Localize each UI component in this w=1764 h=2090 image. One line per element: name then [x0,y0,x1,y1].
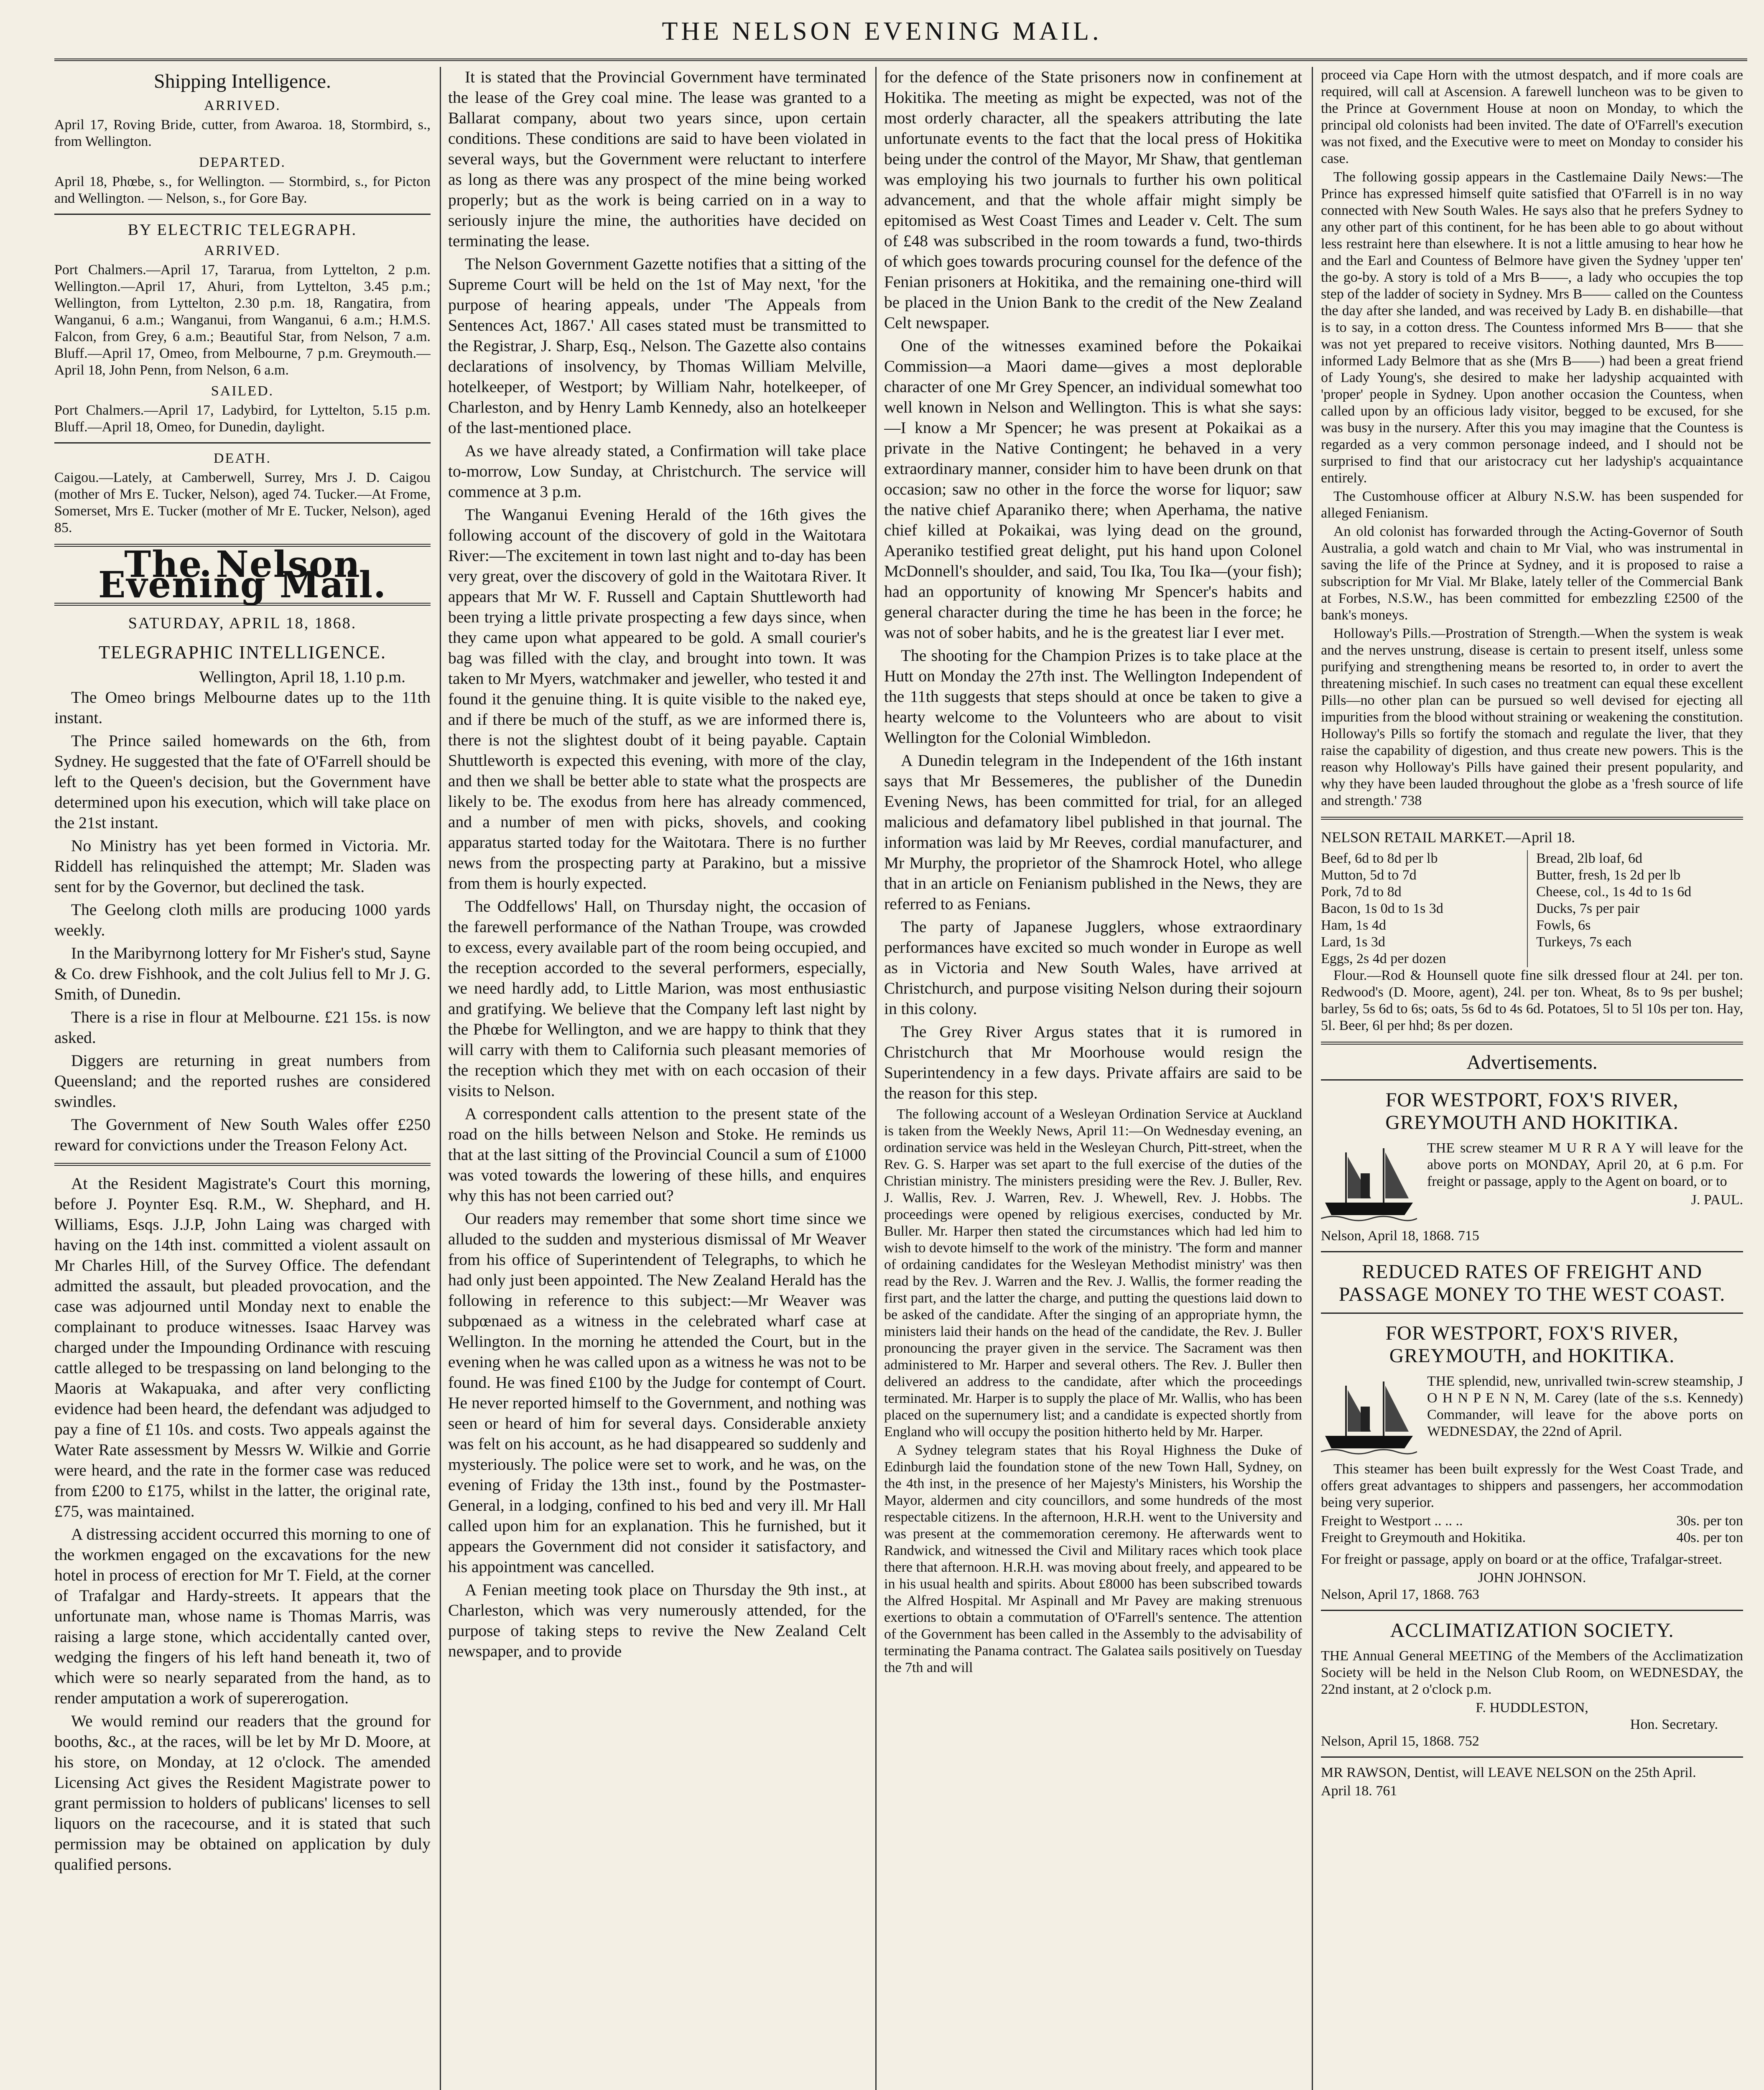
article-paragraph: The Geelong cloth mills are producing 1000 yards weekly. [54,900,431,939]
divider [1321,1251,1743,1252]
column-1 [54,67,431,2090]
market-item: Lard, 1s 3d [1321,934,1528,951]
column-4 [1321,67,1743,2090]
market-item: Butter, fresh, 1s 2d per lb [1536,867,1681,883]
column-divider [875,67,877,2090]
market-text: Flour.—Rod & Hounsell quote fine silk dressed flour at 24l. per ton. Redwood's (D. Moore, agent), 24l. per ton. Wheat, 8s to 9s per bushel; barley, 5s 6d to 6s; oats, 5s 6d to 4s 6d. Potatoes, 5l to 5l 10s per ton. Hay, 5l. Beer, 6l per hhd; 8s per dozen. [1321,968,1743,1033]
telegraph-dateline: Wellington, April 18, 1.10 p.m. [199,668,405,686]
fare-value: 40s. per ton [1676,1530,1743,1545]
death-text: Caigou.—Lately, at Camberwell, Surrey, Mrs J. D. Caigou (mother of Mrs E. Tucker, Nelson), aged 74. Tucker.—At Frome, Somerset, Mrs E. Tucker (mother of Mr E. Tucker, Nelson), aged 85. [54,470,431,535]
market-item: Ham, 1s 4d [1321,917,1528,934]
market-heading: NELSON RETAIL MARKET.—April 18. [1321,829,1575,846]
article-paragraph: A Fenian meeting took place on Thursday the 9th inst., at Charleston, which was very numerously attended, for the purpose of taking steps to revive the New Zealand Celt newspaper, and to provide [448,1580,866,1660]
ad-date: April 18. 761 [1321,1783,1397,1799]
ad-body: THE splendid, new, unrivalled twin-screw steamship, J O H N P E N N, M. Carey (late of the s.s. Kennedy) Commander, will leave for the above ports on WEDNESDAY, the 22nd of April. [1427,1374,1743,1439]
market-item: Ducks, 7s per pair [1536,901,1640,916]
advertisement-dentist [1321,1764,1743,1799]
divider [1321,817,1743,820]
fare-row [1321,1513,1743,1529]
sailed-label: SAILED. [211,383,274,399]
column-3 [884,67,1302,2090]
ad-heading: REDUCED RATES OF FREIGHT AND PASSAGE MONEY TO THE WEST COAST. [1338,1261,1726,1305]
small-print-section [1321,67,1743,809]
article-paragraph: At the Resident Magistrate's Court this morning, before J. Poynter Esq. R.M., W. Shephard, and H. Williams, Esqs. J.J.P, John Laing was charged with having on the 14th inst. committed a violent assault on Mr Charles Hill, of the Survey Office. The defendant admitted the assault, but pleaded provocation, and the case was adjourned until Monday next to enable the complainant to produce witnesses. Isaac Harvey was charged under the Impounding Ordinance with rescuing cattle alleged to be trespassing on land belonging to the Maoris at Wakapuaka, and after very conflicting evidence had been heard, the defendant was adjudged to pay a fine of £1 10s. and costs. Two appeals against the Water Rate assessment by Messrs W. Wilkie and Gorrie were heard, and the rate in the former case was reduced from £200 to £175, whilst in the latter, the original rate, £75, was maintained. [54,1174,431,1520]
ad-body: MR RAWSON, Dentist, will LEAVE NELSON on the 25th April. [1321,1765,1696,1780]
fare-label: Freight to Greymouth and Hokitika. [1321,1530,1526,1545]
ad-date: Nelson, April 17, 1868. 763 [1321,1587,1479,1602]
market-item: Bread, 2lb loaf, 6d [1536,851,1642,866]
article-paragraph: The Customhouse officer at Albury N.S.W. has been suspended for alleged Fenianism. [1321,489,1743,521]
ad-body: THE Annual General MEETING of the Members of the Acclimatization Society will be held in the Nelson Club Room, on WEDNESDAY, the 22nd instant, at 2 o'clock p.m. [1321,1648,1743,1697]
divider [1321,1313,1743,1314]
ad-body: For freight or passage, apply on board or at the office, Trafalgar-street. [1321,1552,1722,1567]
market-item: Pork, 7d to 8d [1321,884,1528,900]
article-paragraph: The shooting for the Champion Prizes is to take place at the Hutt on Monday the 27th inst. The Wellington Independent of the 11th suggests that steps should at once be taken to give a hearty welcome to the Volunteers who are about to visit Wellington for the Colonial Wimbledon. [884,646,1302,747]
article-paragraph: One of the witnesses examined before the Pokaikai Commission—a Maori dame—gives a most deplorable character of one Mr Grey Spencer, an individual somewhat too well known in Nelson and Wellington. This is what she says:—I know a Mr Spencer; he was present at Pokaikai as a private in the Native Contingent; he behaved in a very extraordinary manner, consider him to have been drunk on that occasion; saw no other in the force the worse for liquor; saw the native chief Aparaniko there; when Aperhama, the native chief killed at Pokaikai, was lying dead on the ground, Aperaniko testified great delight, put his hand upon Colonel McDonnell's shoulder, and said, Tou Ika, Tou Ika—(your fish); had an opportunity of knowing Mr Spencer's habits and general character during the time he has been in the force; he was not of sober habits, and he is the greatest liar I ever met. [884,336,1302,642]
market-item: Beef, 6d to 8d per lb [1321,850,1528,867]
article-paragraph: A distressing accident occurred this morning to one of the workmen engaged on the excavations for the new hotel in process of erection for Mr T. Field, at the corner of Trafalgar and Hardy-streets. It appears that the unfortunate man, whose name is Thomas Marris, was raising a large stone, which accidentally canted over, wedging the fingers of his left hand beneath it, two of which were so nearly separated from the hand, as to render amputation a work of supererogation. [54,1525,431,1707]
header-rule [54,59,1747,61]
article-paragraph: It is stated that the Provincial Government have terminated the lease of the Grey coal mine. The lease was granted to a Ballarat company, about two years since, upon certain conditions. These conditions are said to have been violated in several ways, but the Government were reluctant to interfere as long as there was any prospect of the mine being worked properly; but as the work is being carried on in a way to seriously injure the mine, the authorities have decided on terminating the lease. [448,68,866,250]
telegraphic-heading: TELEGRAPHIC INTELLIGENCE. [99,642,386,663]
divider [1321,1756,1743,1758]
ad-date: Nelson, April 15, 1868. 752 [1321,1733,1479,1749]
divider [54,442,431,443]
market-table [1321,850,1743,967]
article-paragraph: The Prince sailed homewards on the 6th, from Sydney. He suggested that the fate of O'Farrell should be left to the Queen's decision, but the Government have determined upon his execution, which will take place on the 21st instant. [54,732,431,832]
arrived2-text: Port Chalmers.—April 17, Tararua, from Lyttelton, 2 p.m. Wellington.—April 17, Ahuri, from Lyttelton, 3.45 p.m.; Wellington, from Lyttelton, 2.30 p.m. 18, Rangatira, from Wanganui, 6 a.m.; Wanganui, from Wanganui, 6 a.m.; H.M.S. Falcon, from Grey, 6 a.m.; Beautiful Star, from Nelson, 7 a.m. Bluff.—April 17, Omeo, from Melbourne, 7 p.m. Greymouth.—April 18, John Penn, from Nelson, 6 a.m. [54,262,431,378]
ad-signature: F. HUDDLESTON, [1476,1700,1588,1715]
ad-body: This steamer has been built expressly for the West Coast Trade, and offers great advantages to shippers and passengers, her accommodation being very superior. [1321,1461,1743,1510]
column-divider [1312,67,1313,2090]
article-paragraph: A Dunedin telegram in the Independent of the 16th instant says that Mr Bessemeres, the publisher of the Dunedin Evening News, has been committed for trial, for an alleged malicious and defamatory libel published in that journal. The information was laid by Mr Reeves, cordial manufacturer, and Mr Murphy, the proprietor of the Shamrock Hotel, who allege that in an article on Fenianism published in the News, they are referred to as Fenians. [884,751,1302,913]
article-paragraph: for the defence of the State prisoners now in confinement at Hokitika. The meeting as might be expected, was not of the most orderly character, all the speakers attributing the late unfortunate events to the fact that the local press of Hokitika being under the control of the Mayor, Mr Shaw, that gentleman was employing his two journals to further his own political advancement, and that the whole affair might simply be epitomised as West Coast Times and Leader v. Celt. The sum of £48 was subscribed in the room towards a fund, two-thirds of which goes towards procuring counsel for the defence of the Fenian prisoners at Hokitika, and the remaining one-third will be placed in the Union Bank to the credit of the New Zealand Celt newspaper. [884,68,1302,332]
market-item: Cheese, col., 1s 4d to 1s 6d [1536,884,1692,900]
telegraph-label: BY ELECTRIC TELEGRAPH. [127,221,357,239]
article-paragraph: The Grey River Argus states that it is rumored in Christchurch that Mr Moorhouse would resign the Superintendency in a few days. Private affairs are said to be the reason for this step. [884,1022,1302,1102]
shipping-section [54,97,431,536]
arrived-text: April 17, Roving Bride, cutter, from Awaroa. 18, Stormbird, s., from Wellington. [54,117,431,149]
article-paragraph: An old colonist has forwarded through the Acting-Governor of South Australia, a gold watch and chain to Mr Vial, who was instrumental in saving the life of the Prince at Sydney, and it is proposed to raise a subscription for Mr Vial. Mr Blake, lately teller of the Commercial Bank at Forbes, N.S.W., has been committed for embezzling £2500 of the bank's moneys. [1321,524,1743,623]
article-paragraph: A Sydney telegram states that his Royal Highness the Duke of Edinburgh laid the foundation stone of the new Town Hall, Sydney, on the 4th inst, in the presence of her Majesty's Ministers, his Worship the Mayor, aldermen and city councillors, and some hundreds of the most respectable citizens. In the afternoon, H.R.H. went to the University and was present at the commemoration ceremony. He afterwards went to Randwick, and witnessed the Civil and Military races which took place there that afternoon. H.R.H. was moving about freely, and appeared to be in his usual health and spirits. About £8000 has been subscribed towards the Alfred Hospital. Mr Aspinall and Mr Pavey are making strenuous exertions to obtain a commutation of O'Farrell's sentence. The attention of the Government has been called in the Assembly to the advisability of terminating the Panama contract. The Galatea sails positively on Tuesday the 7th and will [884,1443,1302,1675]
article-paragraph: proceed via Cape Horn with the utmost despatch, and if more coals are required, will call at Ascension. A farewell luncheon was to be given to the Prince at Government House at noon on Monday, to which the principal old colonists had been invited. The date of O'Farrell's execution was not fixed, and the Executive were to meet on Monday to consider his case. [1321,67,1743,166]
divider [1321,1079,1743,1081]
advertisement-acclimatization [1321,1619,1743,1750]
issue-date: SATURDAY, APRIL 18, 1868. [128,614,357,632]
advertisement-john-penn [1321,1261,1743,1603]
divider [54,1163,431,1166]
article-paragraph: A correspondent calls attention to the present state of the road on the hills between Nelson and Stoke. He reminds us that at the last sitting of the Provincial Council a sum of £1000 was voted towards the lowering of these hills, and enquires why this has not been carried out? [448,1104,866,1205]
departed-text: April 18, Phœbe, s., for Wellington. — Stormbird, s., for Picton and Wellington. — Nelson, s., for Gore Bay. [54,174,431,206]
article-paragraph: Our readers may remember that some short time since we alluded to the sudden and mysterious dismissal of Mr Weaver from his office of Superintendent of Telegraphs, to which he had only just been appointed. The New Zealand Herald has the following in reference to this subject:—Mr Weaver was subpœnaed as a witness in the celebrated wharf case at Wellington. In the morning he attended the Court, but in the evening when he was called upon as a witness he was not to be found. He was fined £100 by the Judge for contempt of Court. He never reported himself to the Government, and nothing was seen or heard of him for several days. Considerable anxiety was felt on his account, as he had disappeared so suddenly and mysteriously. The police were set to work, and he was, on the evening of Friday the 13th inst., found by the Postmaster-General, in a lodging, confined to his bed and very ill. Mr Hall called upon him for an explanation. This he furnished, but it appears the Government did not consider it satisfactory, and his appointment was cancelled. [448,1209,866,1576]
article-paragraph: The Government of New South Wales offer £250 reward for convictions under the Treason Felony Act. [54,1115,431,1154]
ad-date: Nelson, April 18, 1868. 715 [1321,1228,1479,1244]
ad-signature-title: Hon. Secretary. [1630,1717,1718,1732]
article-paragraph: No Ministry has yet been formed in Victoria. Mr. Riddell has relinquished the attempt; Mr. Sladen was sent for by the Governor, but declined the task. [54,836,431,896]
market-item: Bacon, 1s 0d to 1s 3d [1321,900,1528,917]
ad-heading: ACCLIMATIZATION SOCIETY. [1390,1619,1674,1641]
arrived-label: ARRIVED. [204,98,281,113]
advertisement-murray [1321,1089,1743,1244]
arrived2-label: ARRIVED. [204,243,281,258]
article-paragraph: The Oddfellows' Hall, on Thursday night, the occasion of the farewell performance of the Nathan Troupe, was crowded to excess, every available part of the room being occupied, and the reception accorded to the several performers, especially, we need hardly add, to Little Marion, was most enthusiastic and gratifying. We believe that the Company left last night by the Phœbe for Wellington, and we are happy to think that they will carry with them to California such pleasant memories of the reception which they met with on each occasion of their visits to Nelson. [448,897,866,1100]
market-item: Eggs, 2s 4d per dozen [1321,951,1528,967]
article-paragraph: Holloway's Pills.—Prostration of Strength.—When the system is weak and the nerves unstrung, disease is certain to present itself, unless some purifying and strengthening means be resorted to, in order to avert the threatening mischief. In such cases no treatment can equal these excellent Pills—no other plan can be pursued so well devised for ejecting all impurities from the blood without straining or weakening the constitution. Holloway's Pills so fortify the stomach and regulate the liver, that they raise the capability of digestion, and thus create new powers. This is the reason why Holloway's Pills have gained their present popularity, and why they have been lauded throughout the globe as a 'fresh source of life and strength.' 738 [1321,626,1743,808]
column-divider [440,67,441,2090]
ad-heading: FOR WESTPORT, FOX'S RIVER, GREYMOUTH AND HOKITIKA. [1385,1089,1679,1134]
divider [1321,1042,1743,1045]
article-paragraph: We would remind our readers that the ground for booths, &c., at the races, will be let by Mr D. Moore, at his store, on Monday, at 12 o'clock. The amended Licensing Act gives the Resident Magistrate power to grant permission to holders of publicans' licenses to sell liquors on the racecourse, and it is stated that such permission may be obtained on application by duly qualified persons. [54,1712,431,1873]
article-paragraph: The following gossip appears in the Castlemaine Daily News:—The Prince has expressed himself quite satisfied that O'Farrell is in no way connected with New South Wales. He says also that he prefers Sydney to any other part of this continent, for he has been able to go about without less restraint here than elsewhere. It is not a little amusing to hear how he and the Earl and Countess of Belmore have given the Sydney 'upper ten' the go-by. A story is told of a Mrs B——, a lady who occupies the top step of the ladder of society in Sydney. Mrs B—— called on the Countess the day after she landed, and was received by Lady B. en dishabille—that is to say, in a cotton dress. The Countess informed Mrs B—— that she was not yet prepared to receive visitors. Nothing daunted, Mrs B—— informed Lady Belmore that as she (Mrs B——) had been a great friend of Lady Young's, she desired to make her ladyship acquainted with 'proper' people in Sydney. Upon another occasion the Countess, when called upon by an officious lady visitor, begged to be excused, for she was busy in the nursery. After this you may imagine that the Countess is regarded as a very common personage indeed, and I should not be surprised to find that our aristocracy cut her ladyship's acquaintance entirely. [1321,169,1743,486]
article-paragraph: As we have already stated, a Confirmation will take place to-morrow, Low Sunday, at Christchurch. The service will commence at 3 p.m. [448,441,866,501]
market-item [1536,951,1743,967]
ad-body: THE screw steamer M U R R A Y will leave for the above ports on MONDAY, April 20, at 6 p.m. For freight or passage, apply to the Agent on board, or to [1427,1140,1743,1189]
ad-heading: FOR WESTPORT, FOX'S RIVER, GREYMOUTH, and HOKITIKA. [1385,1322,1679,1367]
ad-signature: J. PAUL. [1691,1192,1743,1208]
article-paragraph: The Nelson Government Gazette notifies that a sitting of the Supreme Court will be held on the 1st of May next, 'for the purpose of hearing appeals, under 'The Appeals from Sentences Act, 1867.' All cases stated must be transmitted to the Registrar, J. Sharp, Esq., Nelson. The Gazette also contains declarations of insolvency, by Thomas William Melville, hotelkeeper, of Westport; by William Nahr, hotelkeeper, of Charleston, and by Henry Lamb Kennedy, also an hotelkeeper of the last-mentioned place. [448,255,866,437]
fare-row [1321,1529,1743,1546]
market-item: Fowls, 6s [1536,918,1591,933]
death-label: DEATH. [214,451,271,466]
fare-label: Freight to Westport .. .. .. [1321,1513,1463,1529]
departed-label: DEPARTED. [199,155,286,170]
page-header [0,0,1764,63]
ad-signature: JOHN JOHNSON. [1478,1570,1586,1585]
column-2 [448,67,866,2090]
market-item: Mutton, 5d to 7d [1321,867,1528,884]
market-notes [1321,967,1743,1034]
small-print-section [884,1106,1302,1676]
article-paragraph: The Wanganui Evening Herald of the 16th gives the following account of the discovery of gold in the Waitotara River:—The excitement in town last night and to-day has been very great, over the discovery of gold in the Waitotara River. It appears that Mr W. F. Russell and Captain Shuttleworth had been trying a little private prospecting a few days since, when they came upon what appeared to be gold. A small courier's bag was filled with the clay, and brought into town. It was taken to Mr Myers, watchmaker and jeweller, who tested it and found it the genuine thing. It is quite visible to the naked eye, and if there be much of the stuff, as we are informed there is, there is not the slightest doubt of it being payable. Captain Shuttleworth is expected this evening, with more of the clay, and then we shall be better able to state what the prospects are likely to be. The exodus from here has already commenced, and a number of men with picks, shovels, and cooking apparatus started today for the Waitotara. There is no further news from the prospecting party at Parakino, but a missive from them is hourly expected. [448,505,866,892]
article-paragraph: In the Maribyrnong lottery for Mr Fisher's stud, Sayne & Co. drew Fishhook, and the colt Julius fell to Mr J. G. Smith, of Dunedin. [54,944,431,1003]
article-paragraph: The Omeo brings Melbourne dates up to the 11th instant. [54,688,431,727]
steamship-icon [1321,1377,1417,1457]
article-paragraph: The party of Japanese Jugglers, whose extraordinary performances have excited so much wonder in Europe as well as in Victoria and New South Wales, have arrived at Christchurch, and purpose visiting Nelson during their sojourn in this colony. [884,918,1302,1018]
market-item: Turkeys, 7s each [1536,934,1632,950]
masthead: The Nelson Evening Mail. [98,543,387,606]
article-paragraph: Diggers are returning in great numbers from Queensland; and the reported rushes are considered swindles. [54,1051,431,1111]
shipping-heading: Shipping Intelligence. [154,70,331,92]
advertisements-heading: Advertisements. [1466,1051,1598,1073]
sailed-text: Port Chalmers.—April 17, Ladybird, for Lyttelton, 5.15 p.m. Bluff.—April 18, Omeo, for Dunedin, daylight. [54,403,431,435]
fare-value: 30s. per ton [1676,1513,1743,1529]
article-paragraph: The following account of a Wesleyan Ordination Service at Auckland is taken from the Weekly News, April 11:—On Wednesday evening, an ordination service was held in the Wesleyan Church, Pitt-street, when the Rev. G. S. Harper was set apart to the full exercise of the duties of the Christian ministry. The ministers presiding were the Rev. J. Buller, Rev. J. Wallis, Rev. J. Warren, Rev. J. Whewell, Rev. J. Hobbs. The proceedings were opened by religious exercises, conducted by Mr. Buller. Mr. Harper then stated the circumstances which had led him to wish to devote himself to the work of the ministry. 'The form and manner of ordaining candidates for the Wesleyan Methodist ministry' was then read by the Rev. J. Warren and the Rev. J. Wallis, the former reading the first part, and the latter the charge, and putting the questions laid down to be asked of the candidate. After the singing of an appropriate hymn, the ministers laid their hands on the head of the candidate, the Rev. J. Buller pronouncing the prayer given in the service. The Sacrament was then administered to Mr. Harper and several others. The Rev. J. Buller then delivered an address to the candidate, after which the proceedings terminated. Mr. Harper is to supply the place of Mr. Wallis, who has been placed on the supernumery list; and a candidate is expected shortly from England who will occupy the position hitherto held by Mr. Harper. [884,1106,1302,1440]
divider [54,214,431,215]
divider [1321,1610,1743,1611]
steamship-icon [1321,1144,1417,1223]
article-paragraph: There is a rise in flour at Melbourne. £21 15s. is now asked. [54,1008,431,1047]
newspaper-title: THE NELSON EVENING MAIL. [662,17,1102,46]
